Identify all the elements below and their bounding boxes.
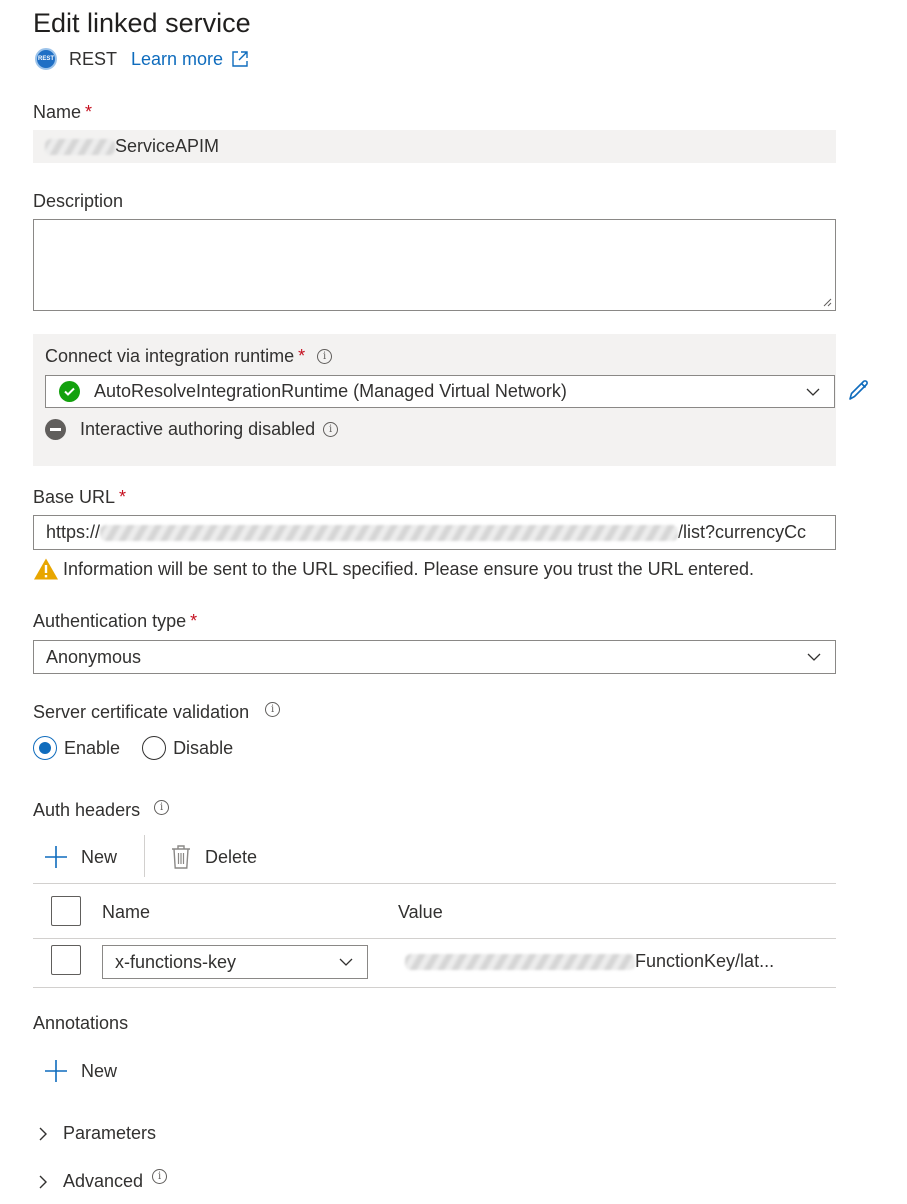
resize-grip-icon[interactable] — [822, 297, 832, 307]
parameters-label: Parameters — [63, 1123, 157, 1143]
enable-radio-label: Enable — [64, 737, 121, 758]
parameters-expander[interactable] — [38, 1123, 156, 1144]
required-marker: * — [190, 611, 198, 631]
header-value-text: FunctionKey/lat... — [635, 951, 775, 971]
auth-headers-label-text: Auth headers — [33, 800, 141, 820]
url-warning — [33, 557, 754, 581]
integration-runtime-label-text: Connect via integration runtime — [45, 346, 295, 366]
auth-type-value: Anonymous — [46, 646, 142, 667]
new-annotation-label: New — [81, 1060, 118, 1081]
description-label: Description — [33, 191, 124, 211]
header-value-field[interactable] — [405, 951, 774, 972]
interactive-authoring-status — [45, 419, 338, 440]
redacted-text — [405, 954, 635, 970]
base-url-label — [33, 487, 126, 508]
info-icon[interactable]: i — [154, 800, 169, 815]
enable-radio[interactable] — [33, 736, 57, 760]
chevron-right-icon — [38, 1174, 48, 1190]
chevron-down-icon — [806, 388, 820, 396]
url-warning-text: Information will be sent to the URL specified. Please ensure you trust the URL entered. — [63, 558, 755, 579]
integration-runtime-label — [45, 346, 332, 367]
enable-radio-option[interactable] — [33, 736, 120, 760]
server-cert-radio-group — [33, 736, 233, 760]
check-circle-icon — [59, 381, 80, 402]
base-url-label-text: Base URL — [33, 487, 116, 507]
info-icon[interactable]: i — [265, 702, 280, 717]
integration-runtime-value: AutoResolveIntegrationRuntime (Managed Virtual Network) — [94, 381, 567, 401]
interactive-authoring-text: Interactive authoring disabled — [80, 419, 316, 439]
table-row — [33, 939, 836, 987]
base-url-prefix: https:// — [46, 522, 101, 542]
redacted-text — [100, 525, 678, 541]
column-header-name: Name — [102, 902, 151, 922]
server-cert-label-text: Server certificate validation — [33, 702, 250, 722]
service-type-label: REST — [69, 48, 118, 69]
advanced-expander[interactable] — [38, 1171, 167, 1192]
info-icon[interactable]: i — [152, 1169, 167, 1184]
new-header-button[interactable] — [43, 844, 117, 870]
required-marker: * — [85, 102, 93, 122]
name-input[interactable] — [33, 130, 836, 163]
trash-icon — [170, 844, 192, 870]
auth-type-label-text: Authentication type — [33, 611, 187, 631]
disable-radio-option[interactable] — [142, 736, 233, 760]
toolbar-divider — [144, 835, 145, 877]
delete-header-button[interactable] — [170, 844, 257, 870]
redacted-text — [45, 139, 115, 155]
new-header-label: New — [81, 846, 118, 867]
row-checkbox[interactable] — [51, 945, 81, 975]
header-name-select[interactable] — [102, 945, 368, 979]
header-name-value: x-functions-key — [115, 951, 237, 972]
add-icon — [43, 1058, 69, 1084]
service-type-row — [35, 46, 249, 72]
page-title: Edit linked service — [33, 8, 251, 38]
chevron-right-icon — [38, 1126, 48, 1142]
info-icon[interactable]: i — [323, 422, 338, 437]
server-cert-label — [33, 702, 280, 723]
select-all-checkbox[interactable] — [51, 896, 81, 926]
integration-runtime-select[interactable] — [45, 375, 835, 408]
delete-header-label: Delete — [205, 846, 258, 867]
table-bottom-border — [33, 987, 836, 988]
rest-icon: REST — [35, 48, 57, 70]
auth-headers-label — [33, 800, 169, 821]
auth-type-label — [33, 611, 197, 632]
auth-type-select[interactable] — [33, 640, 836, 674]
disable-radio-label: Disable — [173, 737, 234, 758]
blocked-icon — [45, 419, 66, 440]
annotations-label: Annotations — [33, 1013, 129, 1033]
edit-pencil-icon[interactable] — [846, 377, 872, 403]
new-annotation-button[interactable] — [43, 1058, 117, 1084]
advanced-label: Advanced — [63, 1171, 144, 1191]
required-marker: * — [298, 346, 306, 366]
name-label — [33, 102, 92, 123]
external-link-icon — [231, 50, 249, 68]
chevron-down-icon — [339, 958, 353, 966]
learn-more-text: Learn more — [131, 48, 224, 69]
warning-icon — [33, 557, 59, 581]
column-header-value: Value — [398, 902, 443, 922]
required-marker: * — [119, 487, 127, 507]
chevron-down-icon — [807, 653, 821, 661]
description-textarea[interactable] — [33, 219, 836, 311]
base-url-suffix: /list?currencyCc — [678, 522, 807, 542]
learn-more-link[interactable] — [131, 49, 249, 70]
name-value: ServiceAPIM — [115, 136, 220, 156]
add-icon — [43, 844, 69, 870]
name-label-text: Name — [33, 102, 82, 122]
table-header-row — [33, 884, 836, 938]
disable-radio[interactable] — [142, 736, 166, 760]
info-icon[interactable]: i — [317, 349, 332, 364]
base-url-input[interactable] — [33, 515, 836, 550]
